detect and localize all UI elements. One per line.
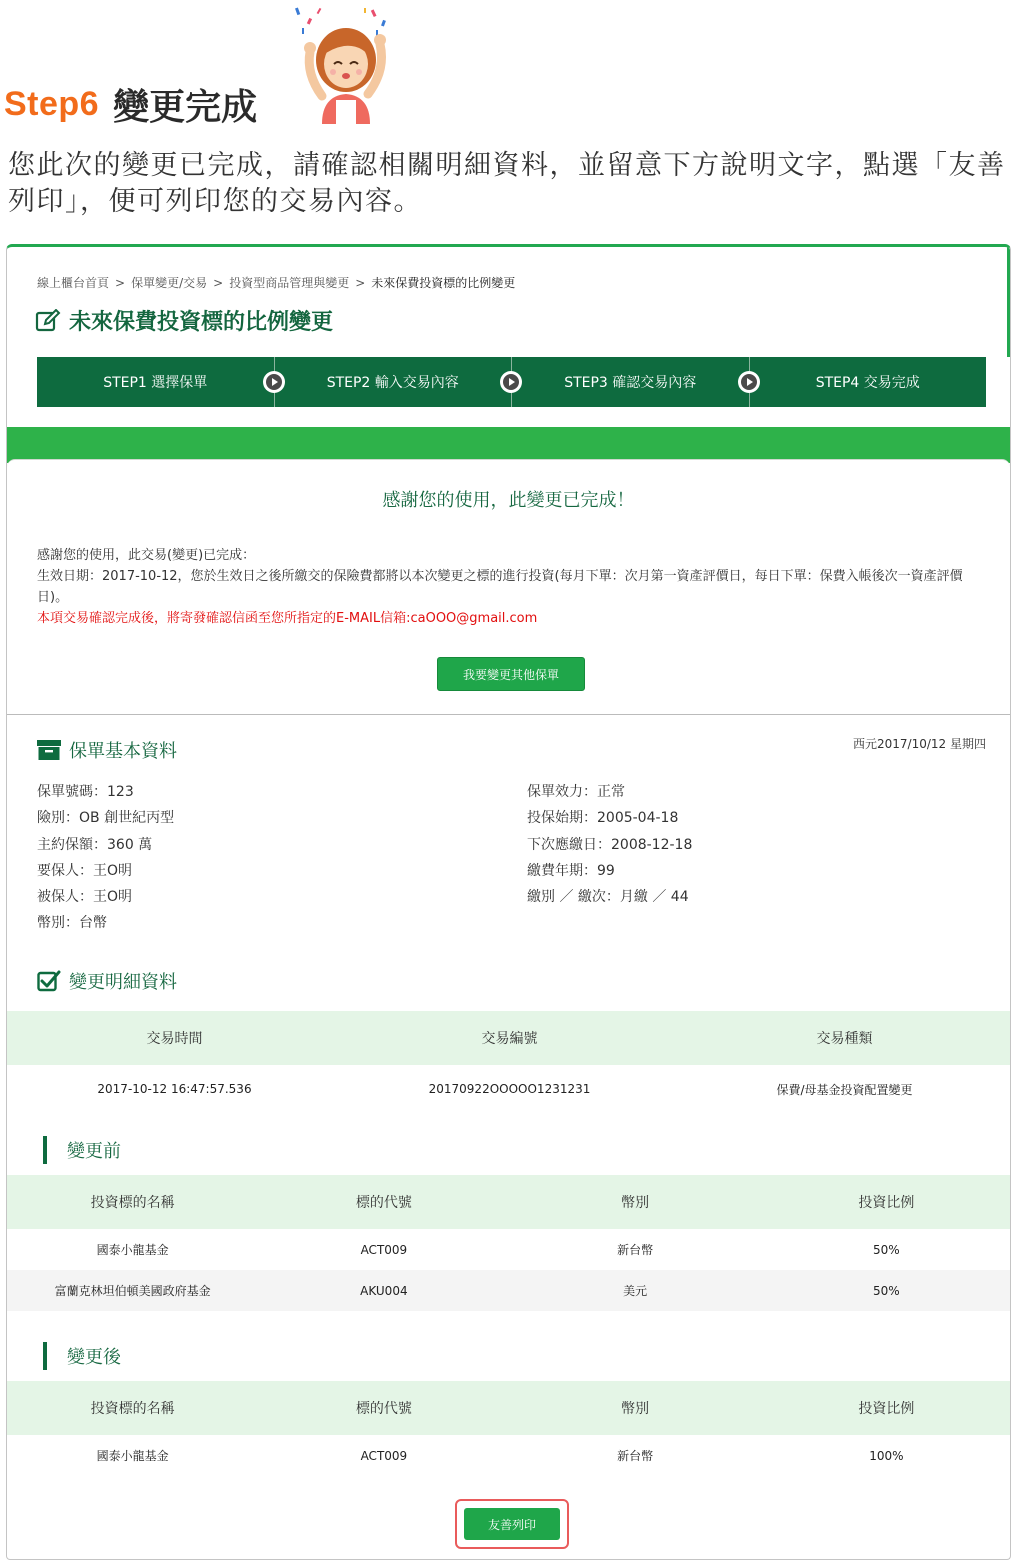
column-header: 幣別 bbox=[510, 1381, 761, 1435]
before-change-title-text: 變更前 bbox=[67, 1141, 121, 1162]
change-other-policy-button[interactable]: 我要變更其他保單 bbox=[437, 657, 585, 691]
column-header: 交易種類 bbox=[677, 1011, 1011, 1065]
table-row bbox=[7, 1435, 1011, 1476]
step-1 bbox=[37, 357, 274, 407]
breadcrumb-separator: > bbox=[355, 276, 366, 290]
fund-name: 國泰小龍基金 bbox=[96, 1449, 169, 1463]
breadcrumb-separator: > bbox=[115, 276, 126, 290]
before-change-title bbox=[43, 1136, 121, 1164]
policy-info-title-text: 保單基本資料 bbox=[69, 741, 177, 762]
table-row bbox=[7, 1229, 1011, 1270]
edit-icon bbox=[35, 309, 61, 333]
after-change-table bbox=[7, 1381, 1011, 1476]
transaction-table bbox=[7, 1011, 1011, 1113]
completion-card bbox=[7, 459, 1010, 715]
after-change-title-text: 變更後 bbox=[67, 1347, 121, 1368]
fund-code: ACT009 bbox=[360, 1448, 408, 1463]
after-change-title bbox=[43, 1342, 121, 1370]
page-title-text: 未來保費投資標的比例變更 bbox=[69, 310, 334, 335]
transaction-type: 保費/母基金投資配置變更 bbox=[776, 1082, 913, 1097]
friendly-print-button[interactable]: 友善列印 bbox=[464, 1508, 560, 1540]
fund-ratio: 50% bbox=[873, 1242, 900, 1257]
breadcrumb-investment-management[interactable]: 投資型商品管理與變更 bbox=[229, 276, 350, 290]
step-2-label: STEP2 輸入交易內容 bbox=[326, 375, 459, 391]
fund-currency: 新台幣 bbox=[617, 1449, 654, 1463]
celebrating-girl-illustration bbox=[292, 4, 396, 124]
current-date: 西元2017/10/12 星期四 bbox=[853, 737, 986, 751]
transaction-number: 20170922OOOOO1231231 bbox=[428, 1082, 591, 1096]
breadcrumb-policy-change[interactable]: 保單變更/交易 bbox=[131, 276, 208, 290]
column-header: 投資標的名稱 bbox=[7, 1381, 258, 1435]
print-button-highlight bbox=[455, 1499, 569, 1549]
step-name: 變更完成 bbox=[113, 86, 258, 128]
policy-info-right bbox=[527, 779, 692, 910]
fund-currency: 新台幣 bbox=[617, 1243, 654, 1257]
fund-code: AKU004 bbox=[258, 1270, 509, 1311]
fund-ratio: 100% bbox=[869, 1448, 904, 1463]
page-title bbox=[35, 305, 333, 336]
transaction-time: 2017-10-12 16:47:57.536 bbox=[97, 1082, 252, 1096]
payment-mode-count: 繳別 ／ 繳次：月繳 ／ 44 bbox=[527, 889, 689, 906]
column-header: 標的代號 bbox=[258, 1381, 509, 1435]
breadcrumb-home[interactable]: 線上櫃台首頁 bbox=[37, 276, 110, 290]
payment-years: 繳費年期：99 bbox=[527, 862, 615, 879]
intro-text: 您此次的變更已完成，請確認相關明細資料，並留意下方說明文字，點選「友善列印」，便可列印您的交易內容。 bbox=[8, 150, 1006, 217]
step-arrow-icon bbox=[500, 371, 522, 393]
policy-number: 保單號碼：123 bbox=[37, 784, 134, 800]
breadcrumb-current: 未來保費投資標的比例變更 bbox=[371, 276, 516, 290]
step-3-label: STEP3 確認交易內容 bbox=[564, 375, 697, 391]
completion-heading: 感謝您的使用，此變更已完成！ bbox=[382, 490, 635, 511]
section-bar bbox=[43, 1342, 47, 1370]
table-row bbox=[7, 1065, 1011, 1113]
policy-status: 保單效力：正常 bbox=[527, 784, 625, 800]
currency: 幣別：台幣 bbox=[37, 915, 107, 932]
section-bar bbox=[43, 1136, 47, 1164]
column-header: 投資標的名稱 bbox=[7, 1175, 258, 1229]
step-1-label: STEP1 選擇保單 bbox=[103, 375, 208, 391]
column-header: 標的代號 bbox=[258, 1175, 509, 1229]
column-header: 交易編號 bbox=[342, 1011, 677, 1065]
archive-box-icon bbox=[37, 740, 61, 760]
fund-code: ACT009 bbox=[360, 1242, 408, 1257]
policy-info-left bbox=[37, 779, 174, 937]
completion-line-2: 生效日期：2017-10-12，您於生效日之後所繳交的保險費都將以本次變更之標的進行投資(每月下單：次月第一資產評價日，每日下單：保費入帳後次一資產評價日)。 bbox=[37, 569, 963, 605]
step-2 bbox=[274, 357, 512, 407]
insured-person: 被保人：王O明 bbox=[37, 889, 133, 906]
column-header: 投資比例 bbox=[761, 1381, 1011, 1435]
green-band bbox=[7, 427, 1010, 463]
change-detail-title-text: 變更明細資料 bbox=[69, 972, 177, 993]
table-row bbox=[7, 1270, 1011, 1311]
column-header: 投資比例 bbox=[761, 1175, 1011, 1229]
next-due-date: 下次應繳日：2008-12-18 bbox=[527, 836, 693, 853]
completion-line-1: 感謝您的使用，此交易(變更)已完成： bbox=[37, 548, 256, 563]
insurance-type: 險別：OB 創世紀丙型 bbox=[37, 810, 175, 827]
fund-currency: 美元 bbox=[510, 1270, 761, 1311]
progress-stepper bbox=[37, 357, 986, 407]
breadcrumb-separator: > bbox=[213, 276, 224, 290]
proposer: 要保人：王O明 bbox=[37, 862, 133, 879]
step-4 bbox=[749, 357, 987, 407]
column-header: 交易時間 bbox=[7, 1011, 342, 1065]
breadcrumb bbox=[37, 274, 515, 291]
email-notice: 本項交易確認完成後，將寄發確認信函至您所指定的E-MAIL信箱:caOOO@gmail.com bbox=[37, 611, 538, 626]
fund-name: 國泰小龍基金 bbox=[96, 1243, 169, 1257]
step-4-label: STEP4 交易完成 bbox=[815, 375, 920, 391]
fund-name: 富蘭克林坦伯頓美國政府基金 bbox=[7, 1270, 258, 1311]
policy-start-date: 投保始期：2005-04-18 bbox=[527, 810, 679, 827]
step-arrow-icon bbox=[263, 371, 285, 393]
sum-insured: 主約保額：360 萬 bbox=[37, 836, 153, 853]
column-header: 幣別 bbox=[510, 1175, 761, 1229]
completion-message bbox=[37, 545, 977, 629]
change-detail-title bbox=[37, 968, 177, 994]
screenshot-frame bbox=[6, 244, 1011, 1560]
before-change-table bbox=[7, 1175, 1011, 1311]
fund-ratio: 50% bbox=[761, 1270, 1011, 1311]
policy-info-title bbox=[37, 737, 177, 763]
step-number: Step6 bbox=[4, 84, 100, 123]
step-heading bbox=[4, 80, 257, 128]
step-arrow-icon bbox=[738, 371, 760, 393]
step-3 bbox=[511, 357, 749, 407]
checkbox-checked-icon bbox=[37, 970, 61, 992]
